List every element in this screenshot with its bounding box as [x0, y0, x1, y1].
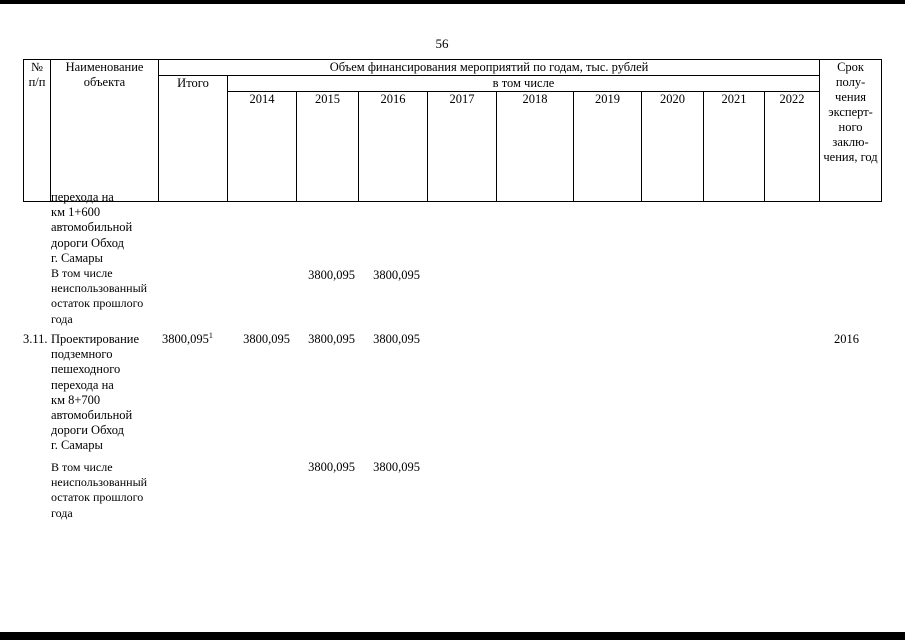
header-year-2021: 2021	[704, 92, 765, 202]
header-col-number: № п/п	[24, 60, 51, 202]
header-col-name: Наименование объекта	[51, 60, 159, 202]
continued-name: перехода на км 1+600 автомобильной дороги Обход г. Самары	[51, 190, 133, 265]
continued-sub-2015: 3800,095	[308, 268, 355, 282]
header-col-total: Итого	[159, 76, 228, 202]
row-311-2014: 3800,095	[243, 332, 290, 346]
bottom-scan-border	[0, 632, 905, 640]
row-311-name: Проектирование подземного пешеходного перехода на км 8+700 автомобильной дороги Обход г. Самары	[51, 332, 140, 453]
header-year-2019: 2019	[574, 92, 642, 202]
row-311-number: 3.11.	[23, 332, 48, 346]
header-col-deadline: Срок полу- чения эксперт- ного заклю- чения, год	[820, 60, 882, 202]
header-year-2014: 2014	[228, 92, 297, 202]
top-scan-border	[0, 0, 905, 4]
table-header	[23, 59, 882, 202]
row-311-total: 3800,095$^1$	[162, 331, 213, 346]
header-year-2022: 2022	[765, 92, 820, 202]
row-311-subtotal-label: В том числе неиспользованный остаток прошлого года	[51, 460, 148, 520]
continued-sub-2016: 3800,095	[373, 268, 420, 282]
page-number: 56	[435, 36, 449, 51]
row-311-sub-2015: 3800,095	[308, 460, 355, 474]
row-311-deadline: 2016	[834, 332, 859, 346]
row-311-2016: 3800,095	[373, 332, 420, 346]
footnote-mark: 1	[208, 331, 213, 340]
header-year-2018: 2018	[497, 92, 574, 202]
row-311-2015: 3800,095	[308, 332, 355, 346]
header-year-2016: 2016	[359, 92, 428, 202]
row-311-sub-2016: 3800,095	[373, 460, 420, 474]
header-col-funding: Объем финансирования мероприятий по годам, тыс. рублей	[159, 60, 820, 76]
header-col-including: в том числе	[228, 76, 820, 92]
header-year-2020: 2020	[642, 92, 704, 202]
header-year-2015: 2015	[297, 92, 359, 202]
continued-subtotal-label: В том числе неиспользованный остаток прошлого года	[51, 266, 148, 326]
header-year-2017: 2017	[428, 92, 497, 202]
